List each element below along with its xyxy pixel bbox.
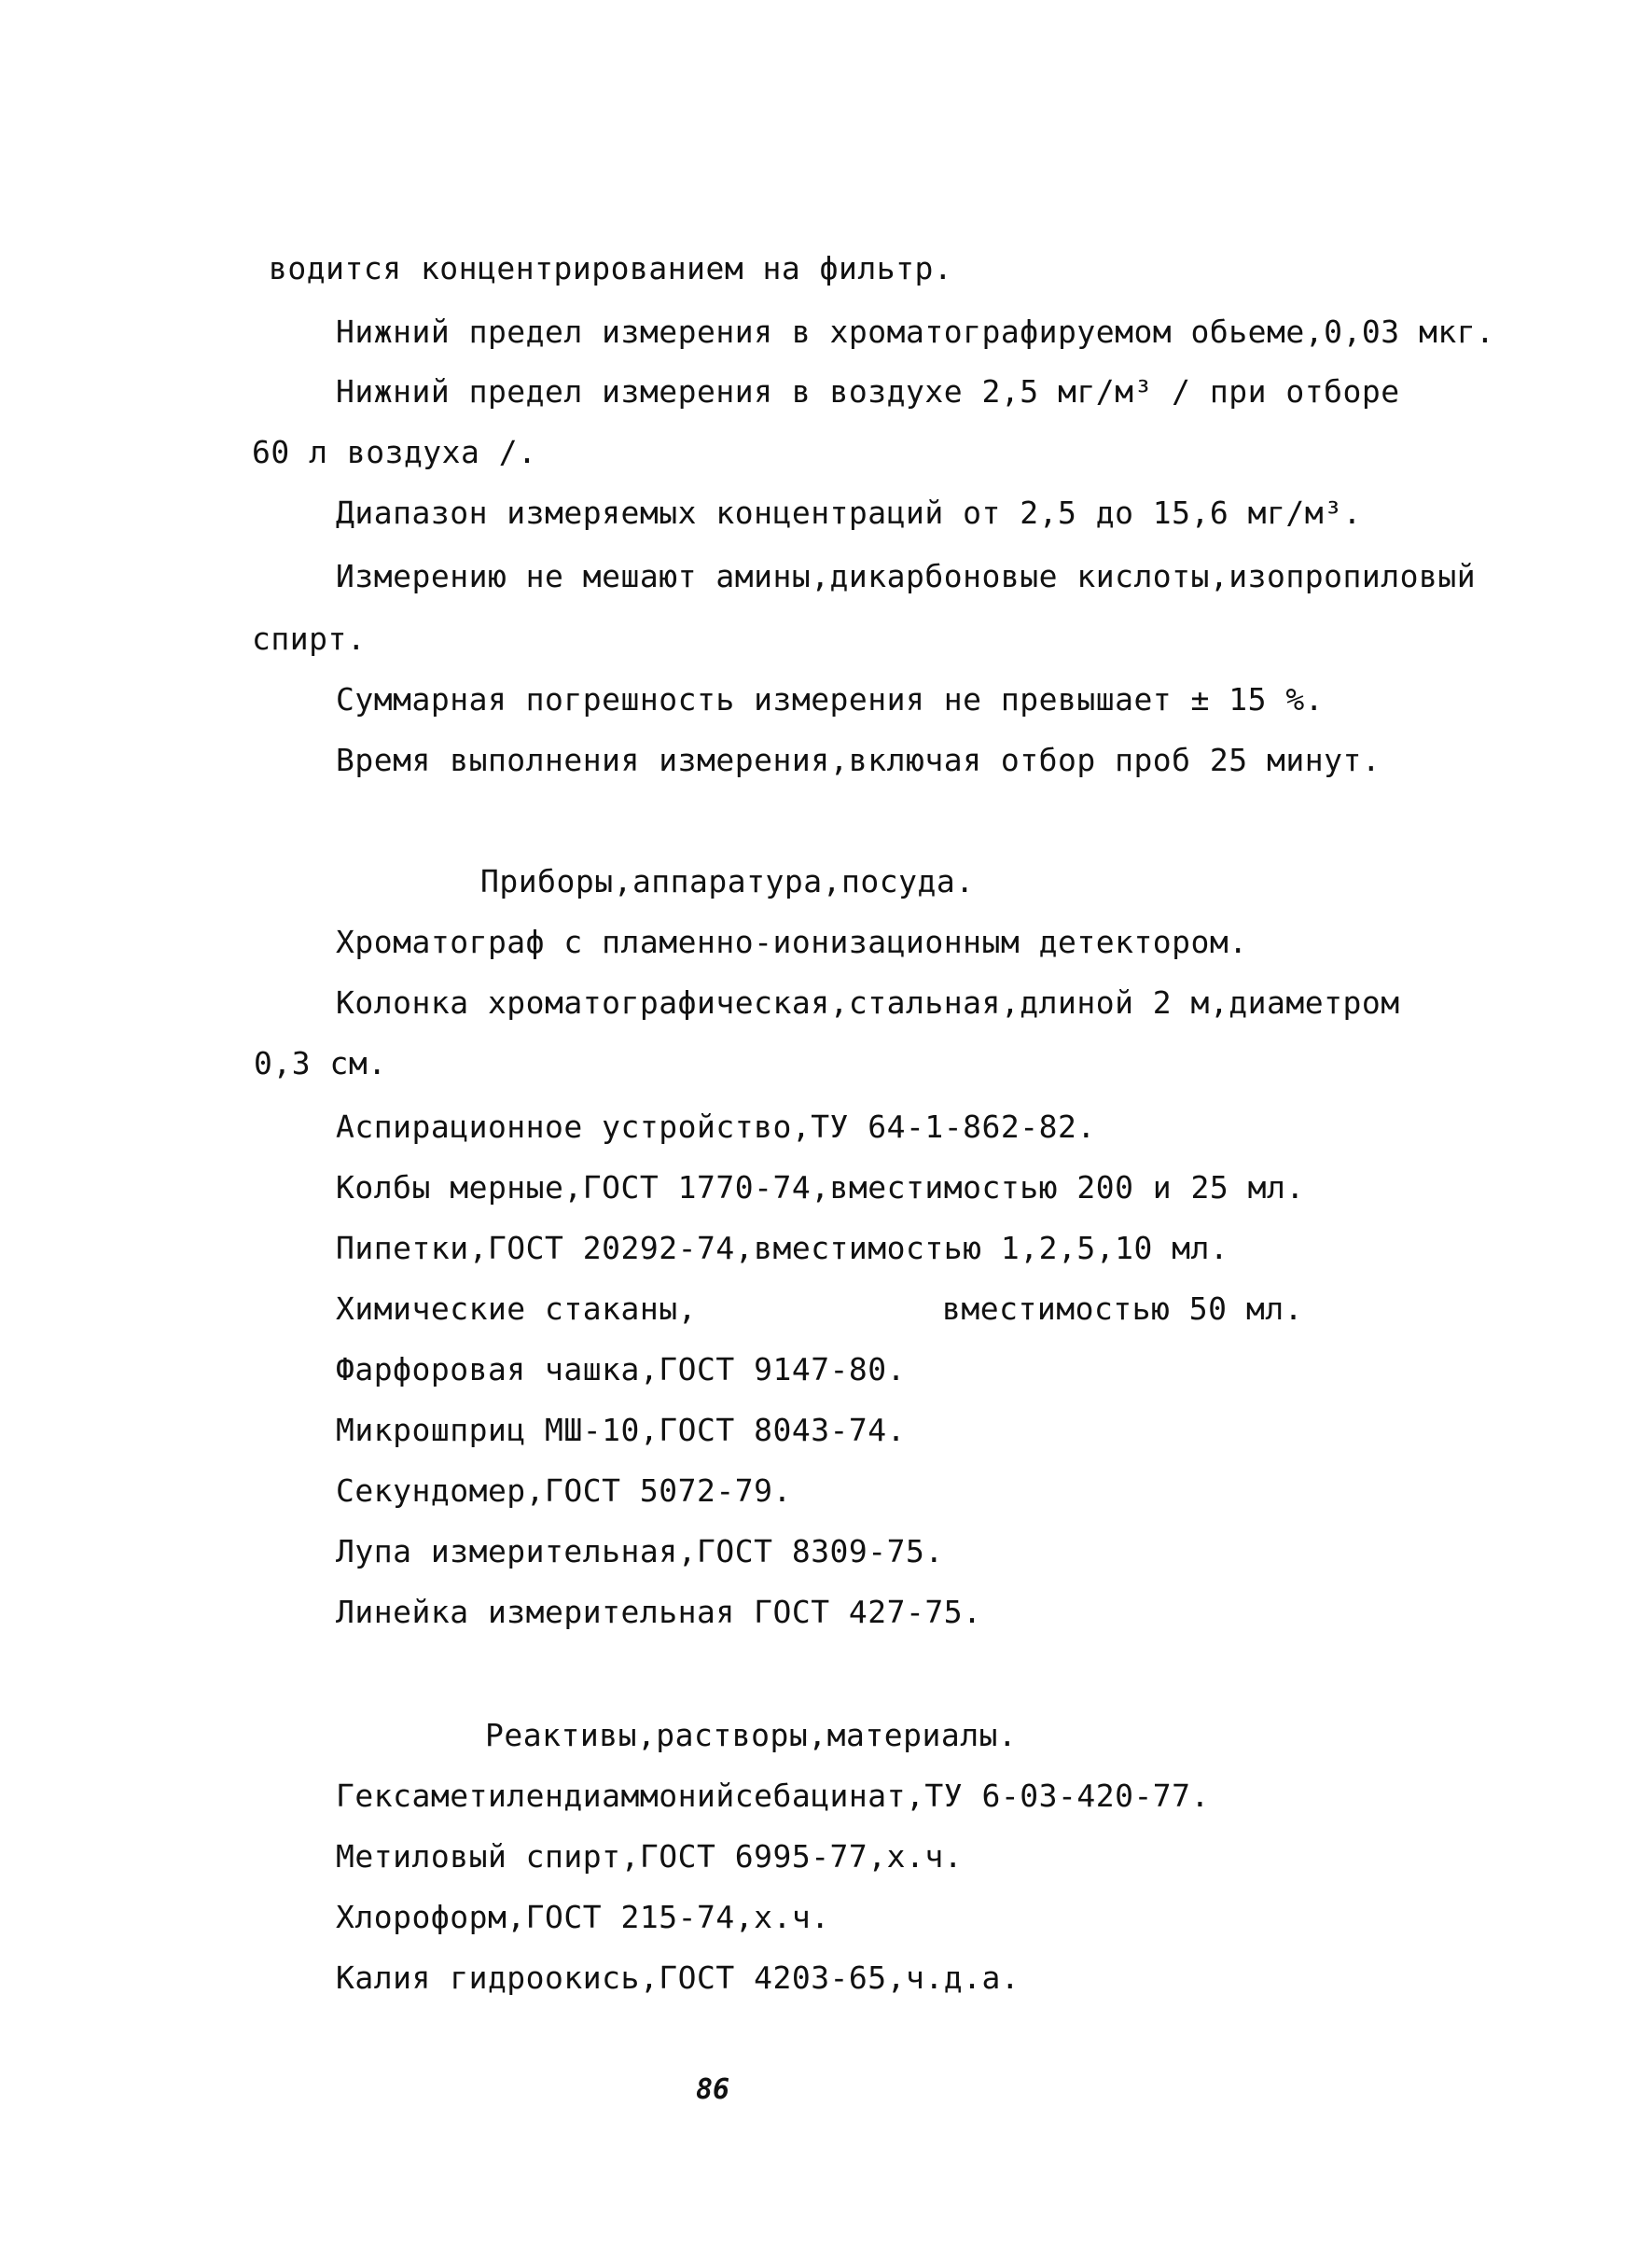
text-line: Время выполнения измерения,включая отбор проб 25 минут. bbox=[336, 742, 1381, 778]
text-line: Измерению не мешают амины,дикарбоновые кислоты,изопропиловый bbox=[336, 558, 1477, 594]
text-line: Суммарная погрешность измерения не превышает ± 15 %. bbox=[336, 681, 1325, 718]
equipment-item: Аспирационное устройство,ТУ 64-1-862-82. bbox=[336, 1109, 1096, 1145]
equipment-item: Пипетки,ГОСТ 20292-74,вместимостью 1,2,5,10 мл. bbox=[336, 1230, 1229, 1266]
equipment-item: Химические стаканы, bbox=[336, 1290, 697, 1327]
equipment-item: Лупа измерительная,ГОСТ 8309-75. bbox=[336, 1533, 944, 1569]
reagent-item: Гексаметилендиаммонийсебацинат,ТУ 6-03-420-77. bbox=[336, 1778, 1210, 1814]
equipment-item: Секундомер,ГОСТ 5072-79. bbox=[336, 1472, 792, 1509]
text-line: Нижний предел измерения в хроматографируемом обьеме,0,03 мкг. bbox=[336, 314, 1495, 350]
page-number: 86 bbox=[696, 2073, 730, 2106]
text-line: спирт. bbox=[252, 621, 367, 657]
reagent-item: Хлороформ,ГОСТ 215-74,х.ч. bbox=[336, 1899, 830, 1935]
equipment-item: Микрошприц МШ-10,ГОСТ 8043-74. bbox=[336, 1412, 907, 1448]
section-heading-equipment: Приборы,аппаратура,посуда. bbox=[480, 863, 975, 899]
text-line: Диапазон измеряемых концентраций от 2,5 до 15,6 мг/м³. bbox=[336, 495, 1362, 531]
text-line: Нижний предел измерения в воздухе 2,5 мг/м³ / при отборе bbox=[336, 373, 1400, 410]
section-heading-reagents: Реактивы,растворы,материалы. bbox=[485, 1717, 1018, 1753]
text-line: водится концентрированием на фильтр. bbox=[269, 250, 953, 286]
equipment-item: Фарфоровая чашка,ГОСТ 9147-80. bbox=[336, 1351, 907, 1387]
equipment-item: Хроматограф с пламенно-ионизационным детектором. bbox=[336, 924, 1248, 960]
equipment-item: Колбы мерные,ГОСТ 1770-74,вместимостью 200 и 25 мл. bbox=[336, 1169, 1305, 1206]
reagent-item: Метиловый спирт,ГОСТ 6995-77,х.ч. bbox=[336, 1838, 964, 1875]
equipment-item: Колонка хроматографическая,стальная,длиной 2 м,диаметром bbox=[336, 984, 1400, 1021]
equipment-item: Линейка измерительная ГОСТ 427-75. bbox=[336, 1594, 982, 1630]
equipment-item: 0,3 см. bbox=[254, 1045, 387, 1081]
reagent-item: Калия гидроокись,ГОСТ 4203-65,ч.д.а. bbox=[336, 1959, 1020, 1996]
equipment-item-continuation: вместимостью 50 мл. bbox=[942, 1290, 1303, 1327]
text-line: 60 л воздуха /. bbox=[252, 434, 537, 470]
